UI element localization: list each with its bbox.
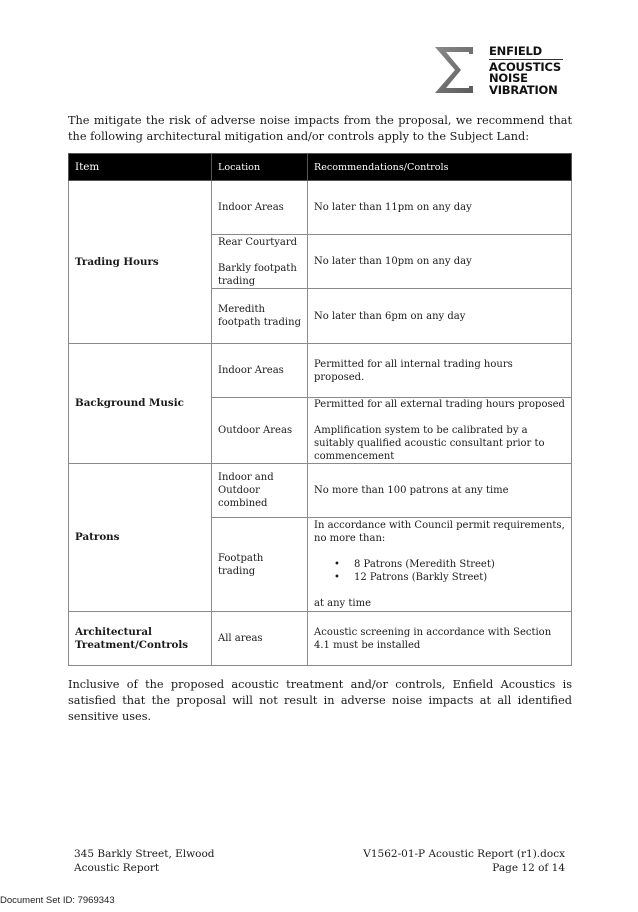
patron-limits-list	[314, 558, 565, 584]
location-cell: Indoor Areas	[212, 181, 308, 235]
footer-filename: V1562-01-P Acoustic Report (r1).docx	[363, 848, 565, 860]
list-item: • 12 Patrons (Barkly Street)	[314, 571, 565, 584]
footer-report-type: Acoustic Report	[74, 861, 160, 874]
location-cell: Indoor and Outdoor combined	[212, 464, 308, 518]
recommendation-cell: In accordance with Council permit requirements, no more than: • 8 Patrons (Meredith Street) • 12 Patrons (Barkly Street) at any time	[308, 518, 572, 612]
enfield-logo	[433, 44, 573, 98]
recommendation-cell: Permitted for all internal trading hours proposed.	[308, 344, 572, 398]
sigma-logo-icon	[433, 44, 485, 96]
footer-right	[363, 848, 565, 875]
recommendation-cell: No later than 10pm on any day	[308, 235, 572, 289]
logo-wordmark: ENFIELD ACOUSTICS NOISE VIBRATION	[489, 44, 561, 97]
header-recommendations: Recommendations/Controls	[308, 154, 572, 181]
footer-left	[74, 848, 215, 875]
footer-address: 345 Barkly Street, Elwood	[74, 848, 215, 860]
item-background-music: Background Music	[69, 344, 212, 464]
intro-paragraph: The mitigate the risk of adverse noise impacts from the proposal, we recommend that the following architectural mitigation and/or controls apply to the Subject Land:	[68, 114, 572, 143]
location-cell: Rear Courtyard Barkly footpath trading	[212, 235, 308, 289]
recommendation-cell: No later than 11pm on any day	[308, 181, 572, 235]
list-item: • 8 Patrons (Meredith Street)	[314, 558, 565, 571]
location-cell: All areas	[212, 612, 308, 666]
footer-page-number: Page 12 of 14	[492, 861, 565, 874]
location-cell: Indoor Areas	[212, 344, 308, 398]
document-set-id: Document Set ID: 7969343	[0, 895, 115, 906]
recommendation-cell: No more than 100 patrons at any time	[308, 464, 572, 518]
item-patrons: Patrons	[69, 464, 212, 612]
table-row	[69, 344, 572, 398]
recommendations-table	[68, 153, 572, 666]
table-row	[69, 612, 572, 666]
item-trading-hours: Trading Hours	[69, 181, 212, 344]
table-row	[69, 181, 572, 235]
item-architectural-treatment: Architectural Treatment/Controls	[69, 612, 212, 666]
conclusion-paragraph: Inclusive of the proposed acoustic treatment and/or controls, Enfield Acoustics is satisfied that the proposal will not result in adverse noise impacts at all identified sensitive uses.	[68, 678, 572, 723]
table-header-row	[69, 154, 572, 181]
recommendation-cell: No later than 6pm on any day	[308, 289, 572, 344]
location-cell: Meredith footpath trading	[212, 289, 308, 344]
table-row	[69, 464, 572, 518]
header-location: Location	[212, 154, 308, 181]
header-item: Item	[69, 154, 212, 181]
location-cell: Footpath trading	[212, 518, 308, 612]
location-cell: Outdoor Areas	[212, 398, 308, 464]
recommendation-cell: Permitted for all external trading hours proposed Amplification system to be calibrated by a suitably qualified acoustic consultant prior to commencement	[308, 398, 572, 464]
recommendation-cell: Acoustic screening in accordance with Section 4.1 must be installed	[308, 612, 572, 666]
